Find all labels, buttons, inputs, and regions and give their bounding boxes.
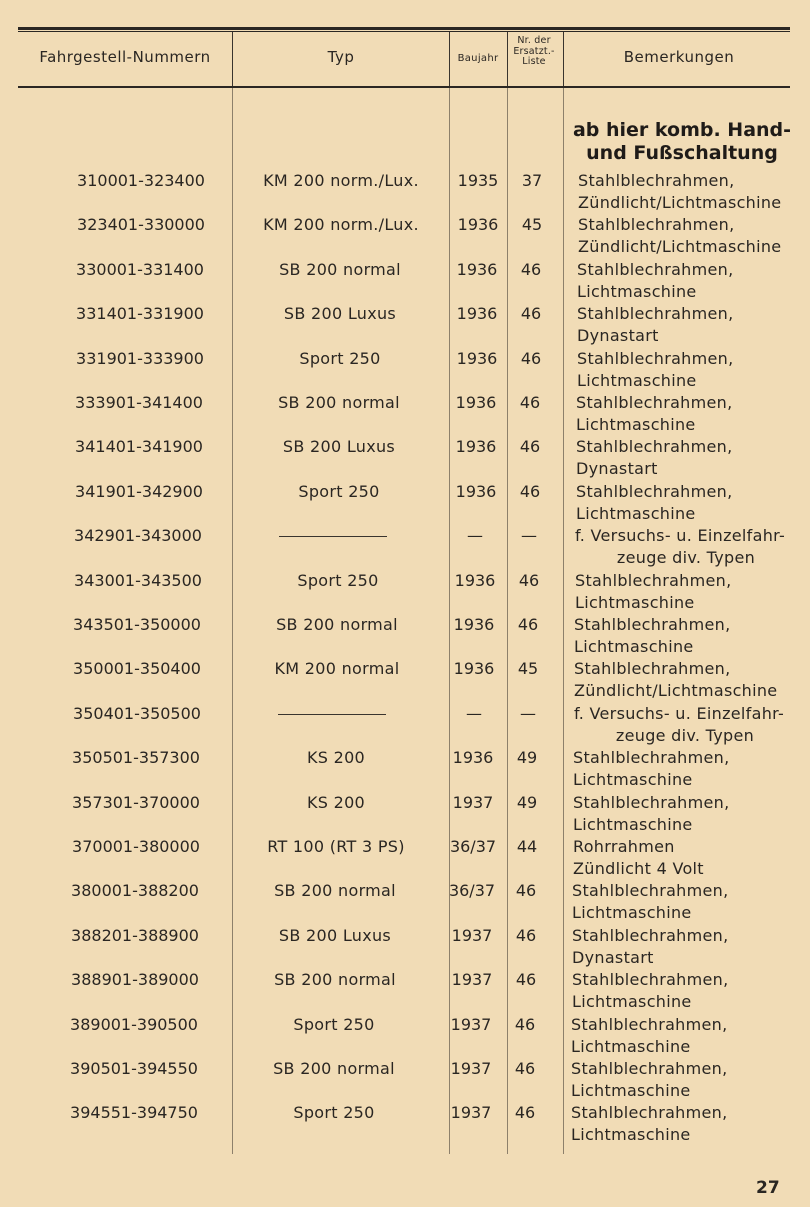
chassis-number-range: 331401-331900 — [76, 304, 204, 324]
chassis-number-range: 330001-331400 — [76, 259, 204, 279]
remarks-line2: Lichtmaschine — [573, 814, 693, 834]
section-note-line2: und Fußschaltung — [586, 142, 778, 164]
table-row — [0, 1058, 810, 1102]
parts-list-number: 46 — [520, 348, 542, 368]
build-year: 1937 — [451, 925, 493, 945]
build-year: 1937 — [452, 792, 494, 812]
remarks-line1: Stahlblechrahmen, — [577, 304, 734, 324]
top-rule — [18, 27, 790, 30]
header-typ: Typ — [327, 48, 355, 66]
remarks-line1: Stahlblechrahmen, — [573, 748, 730, 768]
build-year: 1936 — [455, 481, 497, 501]
remarks-line2: Dynastart — [576, 459, 658, 479]
remarks — [577, 259, 799, 303]
remarks-line1: Stahlblechrahmen, — [578, 215, 735, 235]
remarks — [572, 880, 794, 924]
build-year: 1936 — [452, 748, 494, 768]
table-row — [0, 525, 810, 569]
model-type: SB 200 normal — [273, 1059, 395, 1078]
model-type: SB 200 Luxus — [283, 304, 397, 324]
chassis-number-range: 357301-370000 — [72, 792, 200, 812]
model-type: SB 200 normal — [274, 970, 396, 990]
remarks-line1: Rohrrahmen — [573, 837, 675, 856]
header-nr-line1: Nr. der — [517, 35, 551, 46]
table-row — [0, 614, 810, 658]
model-type: KS 200 — [306, 792, 366, 812]
header-nr-line3: Liste — [522, 56, 546, 67]
parts-list-number: 46 — [514, 1014, 536, 1034]
model-type: RT 100 (RT 3 PS) — [267, 837, 405, 856]
remarks — [577, 348, 799, 392]
parts-list-number: 37 — [521, 171, 543, 190]
table-row — [0, 436, 810, 480]
remarks-line1: Stahlblechrahmen, — [571, 1014, 728, 1034]
parts-list-number: 46 — [515, 881, 537, 901]
remarks-line2: Zündlicht/Lichtmaschine — [578, 237, 782, 257]
build-year: 1937 — [451, 970, 493, 990]
remarks — [577, 303, 799, 347]
remarks-line2: Lichtmaschine — [571, 1125, 691, 1145]
table-row — [0, 969, 810, 1013]
build-year: 1936 — [456, 348, 498, 368]
parts-list-number: 46 — [514, 1059, 536, 1078]
chassis-number-range: 323401-330000 — [77, 215, 205, 235]
remarks-line2: Lichtmaschine — [571, 1036, 691, 1056]
model-type: KM 200 norm./Lux. — [263, 215, 419, 235]
remarks — [578, 170, 800, 214]
remarks — [573, 836, 795, 880]
model-type: Sport 250 — [297, 570, 379, 590]
chassis-number-range: 394551-394750 — [70, 1103, 198, 1123]
parts-list-number: 46 — [515, 970, 537, 990]
remarks-line2: Zündlicht/Lichtmaschine — [578, 193, 782, 212]
table-row — [0, 570, 810, 614]
parts-list-number: 46 — [519, 481, 541, 501]
table-row — [0, 259, 810, 303]
type-placeholder-line — [278, 714, 386, 715]
table-row — [0, 747, 810, 791]
build-year: 1936 — [453, 659, 495, 679]
header-rule — [18, 86, 790, 88]
table-row — [0, 703, 810, 747]
parts-list-number: — — [520, 703, 536, 723]
model-type: Sport 250 — [298, 481, 380, 501]
remarks-line2: Lichtmaschine — [571, 1081, 691, 1100]
remarks — [575, 570, 797, 614]
parts-list-number: 45 — [517, 659, 539, 679]
remarks-line1: f. Versuchs- u. Einzelfahr- — [574, 703, 785, 723]
build-year: 1936 — [456, 304, 498, 324]
parts-list-number: 49 — [516, 748, 538, 768]
parts-list-number: 46 — [515, 925, 537, 945]
section-note — [572, 119, 792, 165]
remarks-line1: Stahlblechrahmen, — [578, 171, 735, 190]
remarks-line2: Dynastart — [572, 947, 654, 967]
table-row — [0, 214, 810, 258]
remarks-line1: Stahlblechrahmen, — [574, 659, 731, 679]
chassis-number-range: 350401-350500 — [73, 703, 201, 723]
remarks — [572, 969, 794, 1013]
chassis-number-range: 331901-333900 — [76, 348, 204, 368]
model-type: KS 200 — [306, 748, 366, 768]
remarks — [574, 703, 796, 747]
parts-list-number: 46 — [518, 570, 540, 590]
table-row — [0, 303, 810, 347]
remarks — [576, 481, 798, 525]
build-year: 1936 — [454, 570, 496, 590]
remarks-line1: Stahlblechrahmen, — [576, 437, 733, 457]
parts-list-number: 46 — [514, 1103, 536, 1123]
remarks — [571, 1014, 793, 1058]
remarks-line2: Lichtmaschine — [572, 903, 692, 923]
table-row — [0, 836, 810, 880]
parts-list-number: 46 — [520, 304, 542, 324]
chassis-number-range: 390501-394550 — [70, 1059, 198, 1078]
chassis-number-range: 350501-357300 — [72, 748, 200, 768]
section-note-line1: ab hier komb. Hand- — [572, 119, 792, 141]
remarks-line1: Stahlblechrahmen, — [577, 348, 734, 368]
remarks — [576, 436, 798, 480]
build-year: 1936 — [455, 393, 497, 412]
remarks-line2: Dynastart — [577, 326, 659, 346]
chassis-number-range: 333901-341400 — [75, 393, 203, 412]
table-row — [0, 1102, 810, 1146]
remarks — [572, 925, 794, 969]
build-year: 1935 — [457, 171, 499, 190]
table-row — [0, 1014, 810, 1058]
chassis-number-range: 388901-389000 — [71, 970, 199, 990]
chassis-number-range: 380001-388200 — [71, 881, 199, 901]
table-row — [0, 792, 810, 836]
table-row — [0, 925, 810, 969]
model-type: KM 200 normal — [274, 659, 400, 679]
header-baujahr: Baujahr — [457, 53, 499, 64]
build-year: 1936 — [455, 437, 497, 457]
remarks-line1: Stahlblechrahmen, — [575, 570, 732, 590]
remarks-line1: Stahlblechrahmen, — [572, 881, 729, 901]
model-type: SB 200 Luxus — [282, 437, 396, 457]
header-divider-2 — [449, 32, 450, 86]
header-divider-1 — [232, 32, 233, 86]
remarks — [574, 614, 796, 658]
remarks — [576, 392, 798, 436]
chassis-number-range: 343001-343500 — [74, 570, 202, 590]
build-year: 36/37 — [448, 881, 496, 901]
remarks — [575, 525, 797, 569]
build-year: 1936 — [457, 215, 499, 235]
model-type: KM 200 norm./Lux. — [263, 171, 419, 190]
chassis-number-range: 350001-350400 — [73, 659, 201, 679]
remarks-line2: zeuge div. Typen — [616, 548, 756, 568]
parts-list-number: 49 — [516, 792, 538, 812]
remarks-line1: Stahlblechrahmen, — [576, 481, 733, 501]
parts-list-number: 46 — [519, 393, 541, 412]
build-year: — — [467, 526, 483, 546]
remarks-line2: Zündlicht/Lichtmaschine — [574, 681, 778, 701]
header-nr-line2: Ersatzt.- — [513, 45, 555, 57]
parts-list-number: 46 — [517, 615, 539, 634]
build-year: 1937 — [450, 1103, 492, 1123]
build-year: 1936 — [456, 259, 498, 279]
remarks — [571, 1102, 793, 1146]
build-year: 1937 — [450, 1059, 492, 1078]
model-type: SB 200 normal — [274, 881, 396, 901]
remarks-line2: Lichtmaschine — [574, 637, 694, 656]
parts-list-number: 45 — [521, 215, 543, 235]
model-type: Sport 250 — [299, 348, 381, 368]
chassis-number-range: 341901-342900 — [75, 481, 203, 501]
chassis-number-range: 370001-380000 — [72, 837, 200, 856]
chassis-number-range: 388201-388900 — [71, 925, 199, 945]
model-type: SB 200 Luxus — [278, 925, 392, 945]
page-number: 27 — [756, 1178, 780, 1198]
build-year: 1936 — [453, 615, 495, 634]
remarks-line1: Stahlblechrahmen, — [577, 259, 734, 279]
model-type: Sport 250 — [293, 1014, 375, 1034]
remarks — [578, 214, 800, 258]
table-row — [0, 392, 810, 436]
table-row — [0, 481, 810, 525]
parts-list-number: 44 — [516, 837, 538, 856]
remarks-line1: Stahlblechrahmen, — [571, 1059, 728, 1078]
remarks-line2: Lichtmaschine — [572, 992, 692, 1012]
model-type: SB 200 normal — [278, 393, 400, 412]
header-nr-ersatzteilliste — [508, 36, 560, 68]
header-divider-3 — [507, 32, 508, 86]
remarks-line1: Stahlblechrahmen, — [571, 1103, 728, 1123]
remarks-line1: Stahlblechrahmen, — [576, 393, 733, 412]
chassis-number-range: 310001-323400 — [77, 171, 205, 190]
table-row — [0, 658, 810, 702]
chassis-number-range: 343501-350000 — [73, 615, 201, 634]
header-bemerkungen: Bemerkungen — [623, 48, 735, 66]
remarks-line2: Lichtmaschine — [576, 415, 696, 434]
type-placeholder-line — [279, 536, 387, 537]
parts-list-number: 46 — [520, 259, 542, 279]
top-rule-thin — [18, 31, 790, 32]
remarks — [574, 658, 796, 702]
remarks — [573, 747, 795, 791]
build-year: 1937 — [450, 1014, 492, 1034]
table-row — [0, 170, 810, 214]
remarks-line2: Lichtmaschine — [577, 370, 697, 390]
table-row — [0, 880, 810, 924]
table-row — [0, 348, 810, 392]
chassis-number-range: 342901-343000 — [74, 526, 202, 546]
remarks-line2: Lichtmaschine — [576, 503, 696, 523]
remarks-line2: zeuge div. Typen — [615, 725, 755, 745]
remarks-line2: Zündlicht 4 Volt — [573, 859, 704, 878]
remarks-line2: Lichtmaschine — [575, 592, 695, 612]
parts-list-number: 46 — [519, 437, 541, 457]
header-fahrgestell: Fahrgestell-Nummern — [39, 48, 211, 66]
remarks — [571, 1058, 793, 1102]
remarks-line1: Stahlblechrahmen, — [572, 925, 729, 945]
build-year: 36/37 — [449, 837, 497, 856]
header-divider-4 — [563, 32, 564, 86]
model-type: Sport 250 — [293, 1103, 375, 1123]
parts-list-number: — — [521, 526, 537, 546]
chassis-number-range: 389001-390500 — [70, 1014, 198, 1034]
remarks-line1: Stahlblechrahmen, — [574, 615, 731, 634]
remarks-line1: Stahlblechrahmen, — [572, 970, 729, 990]
build-year: — — [466, 703, 482, 723]
chassis-number-range: 341401-341900 — [75, 437, 203, 457]
remarks-line1: Stahlblechrahmen, — [573, 792, 730, 812]
remarks — [573, 792, 795, 836]
remarks-line1: f. Versuchs- u. Einzelfahr- — [575, 526, 786, 546]
model-type: SB 200 normal — [279, 259, 401, 279]
model-type: SB 200 normal — [276, 615, 398, 634]
remarks-line2: Lichtmaschine — [577, 281, 697, 301]
remarks-line2: Lichtmaschine — [573, 770, 693, 790]
